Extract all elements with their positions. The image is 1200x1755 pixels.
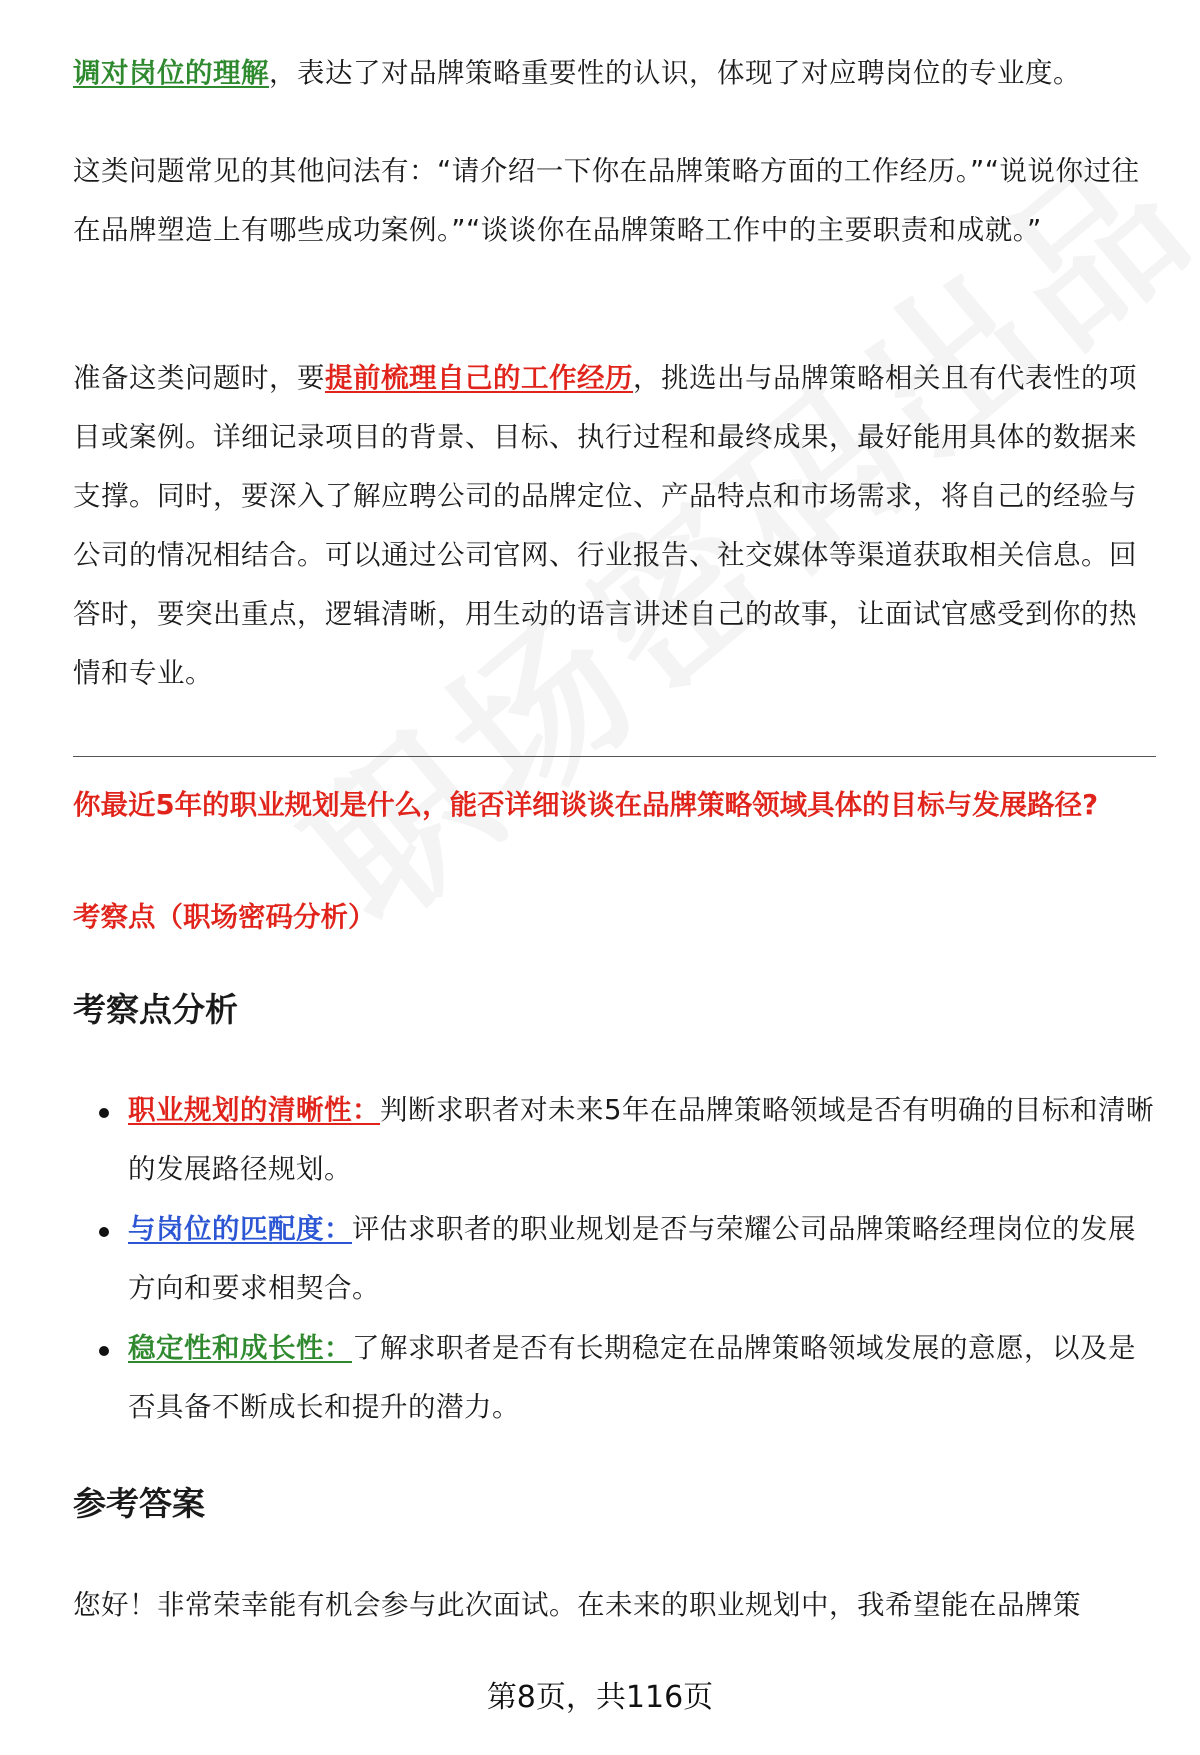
- answer-heading: 参考答案: [73, 1484, 205, 1523]
- analysis-point-text: 判断求职者对未来5年在品牌策略领域是否有明确的目标和清晰的发展路径规划。: [128, 1094, 1154, 1185]
- answer-text: 您好！非常荣幸能有机会参与此次面试。在未来的职业规划中，我希望能在品牌策: [73, 1589, 1081, 1621]
- analysis-point-clarity: [73, 1081, 1156, 1199]
- bullet-icon: [99, 1227, 109, 1237]
- intro-paragraph-3-before: 准备这类问题时，要: [73, 362, 325, 394]
- highlight-understanding: 调对岗位的理解: [73, 57, 269, 89]
- analysis-point-label: 与岗位的匹配度：: [128, 1213, 352, 1245]
- analysis-point-label: 稳定性和成长性：: [128, 1332, 352, 1364]
- analysis-point-text: 了解求职者是否有长期稳定在品牌策略领域发展的意愿，以及是否具备不断成长和提升的潜力。: [128, 1332, 1136, 1423]
- analysis-point-label: 职业规划的清晰性：: [128, 1094, 380, 1126]
- analysis-point-match: [73, 1200, 1156, 1318]
- bullet-icon: [99, 1108, 109, 1118]
- intro-paragraph-1-text: ，表达了对品牌策略重要性的认识，体现了对应聘岗位的专业度。: [269, 57, 1081, 89]
- question-title: 你最近5年的职业规划是什么，能否详细谈谈在品牌策略领域具体的目标与发展路径?: [73, 789, 1099, 821]
- question-subtitle: 考察点（职场密码分析）: [73, 901, 376, 933]
- intro-paragraph-3: [73, 349, 1156, 703]
- section-divider: [73, 756, 1156, 757]
- bullet-icon: [99, 1346, 109, 1356]
- intro-paragraph-2: 这类问题常见的其他问法有：“请介绍一下你在品牌策略方面的工作经历。”“说说你过往在品牌塑造上有哪些成功案例。”“谈谈你在品牌策略工作中的主要职责和成就。”: [73, 155, 1140, 246]
- intro-paragraph-3-after: ，挑选出与品牌策略相关且有代表性的项目或案例。详细记录项目的背景、目标、执行过程和最终成果，最好能用具体的数据来支撑。同时，要深入了解应聘公司的品牌定位、产品特点和市场需求，将自己的经验与公司的情况相结合。可以通过公司官网、行业报告、社交媒体等渠道获取相关信息。回答时，要突出重点，逻辑清晰，用生动的语言讲述自己的故事，让面试官感受到你的热情和专业。: [73, 362, 1137, 689]
- intro-paragraph-1: [73, 44, 1156, 103]
- analysis-point-stability: [73, 1319, 1156, 1437]
- highlight-work-experience: 提前梳理自己的工作经历: [325, 362, 633, 394]
- page-number: 第8页，共116页: [486, 1680, 714, 1715]
- analysis-heading: 考察点分析: [73, 990, 238, 1029]
- analysis-point-text: 评估求职者的职业规划是否与荣耀公司品牌策略经理岗位的发展方向和要求相契合。: [128, 1213, 1136, 1304]
- analysis-points-list: [73, 1081, 1156, 1438]
